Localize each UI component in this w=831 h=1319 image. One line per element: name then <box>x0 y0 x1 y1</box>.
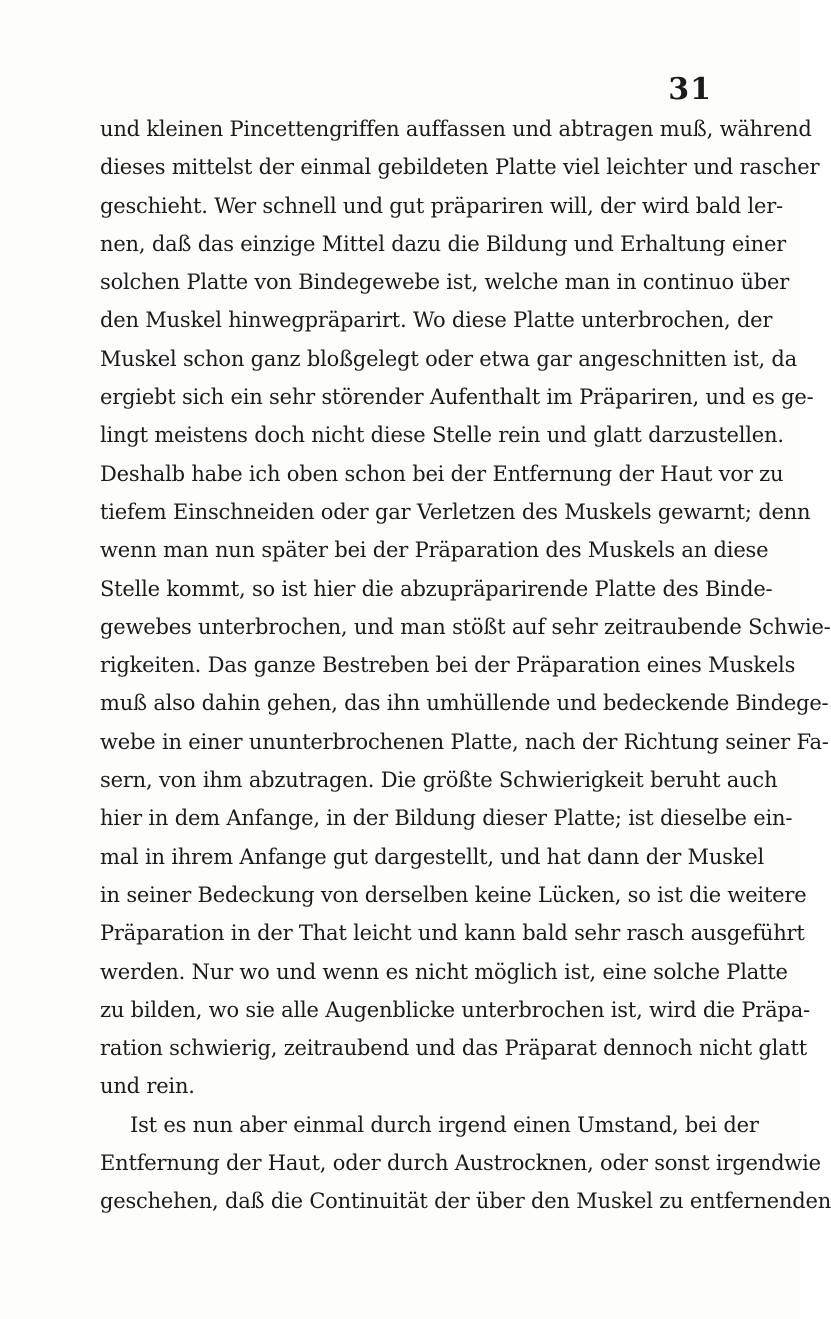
text-line: tiefem Einschneiden oder gar Verletzen des Muskels gewarnt; denn <box>100 499 811 524</box>
text-line: wenn man nun später bei der Präparation des Muskels an diese <box>100 538 769 563</box>
text-line: solchen Platte von Bindegewebe ist, welche man in continuo über <box>100 270 790 295</box>
text-line: geschehen, daß die Continuität der über den Muskel zu entfernenden <box>100 1189 831 1214</box>
text-line: muß also dahin gehen, das ihn umhüllende und bedeckende Bindege- <box>100 691 829 716</box>
text-line: zu bilden, wo sie alle Augenblicke unterbrochen ist, wird die Präpa- <box>100 997 810 1022</box>
text-line: gewebes unterbrochen, und man stößt auf sehr zeitraubende Schwie- <box>100 614 831 639</box>
text-line: sern, von ihm abzutragen. Die größte Schwierigkeit beruht auch <box>100 768 778 793</box>
text-line: Stelle kommt, so ist hier die abzupräparirende Platte des Binde- <box>100 576 773 601</box>
text-line: rigkeiten. Das ganze Bestreben bei der Präparation eines Muskels <box>100 653 796 678</box>
text-line: Deshalb habe ich oben schon bei der Entfernung der Haut vor zu <box>100 461 784 486</box>
text-line: werden. Nur wo und wenn es nicht möglich ist, eine solche Platte <box>100 959 788 984</box>
text-line: den Muskel hinwegpräparirt. Wo diese Platte unterbrochen, der <box>100 308 773 333</box>
text-line: nen, daß das einzige Mittel dazu die Bildung und Erhaltung einer <box>100 231 787 256</box>
text-line: ration schwierig, zeitraubend und das Präparat dennoch nicht glatt <box>100 1036 807 1061</box>
text-line: in seiner Bedeckung von derselben keine Lücken, so ist die weitere <box>100 882 807 907</box>
text-line: lingt meistens doch nicht diese Stelle rein und glatt darzustellen. <box>100 423 784 448</box>
text-line: Entfernung der Haut, oder durch Austrocknen, oder sonst irgendwie <box>100 1151 821 1176</box>
text-line: Ist es nun aber einmal durch irgend einen Umstand, bei der <box>130 1112 759 1137</box>
text-line: hier in dem Anfange, in der Bildung dieser Platte; ist dieselbe ein- <box>100 806 793 831</box>
text-line: mal in ihrem Anfange gut dargestellt, und hat dann der Muskel <box>100 844 764 869</box>
text-line: Muskel schon ganz bloßgelegt oder etwa gar angeschnitten ist, da <box>100 346 797 371</box>
text-line: dieses mittelst der einmal gebildeten Platte viel leichter und rascher <box>100 155 820 180</box>
text-line: Präparation in der That leicht und kann bald sehr rasch ausgeführt <box>100 921 805 946</box>
text-line: und rein. <box>100 1074 195 1099</box>
text-line: und kleinen Pincettengriffen auffassen und abtragen muß, während <box>100 117 812 141</box>
text-line: ergiebt sich ein sehr störender Aufenthalt im Präpariren, und es ge- <box>100 385 814 410</box>
text-line: geschieht. Wer schnell und gut präpariren will, der wird bald ler- <box>100 193 783 218</box>
body-text <box>100 110 831 1221</box>
text-line: webe in einer ununterbrochenen Platte, nach der Richtung seiner Fa- <box>100 729 829 754</box>
page-number: 31 <box>668 72 712 107</box>
